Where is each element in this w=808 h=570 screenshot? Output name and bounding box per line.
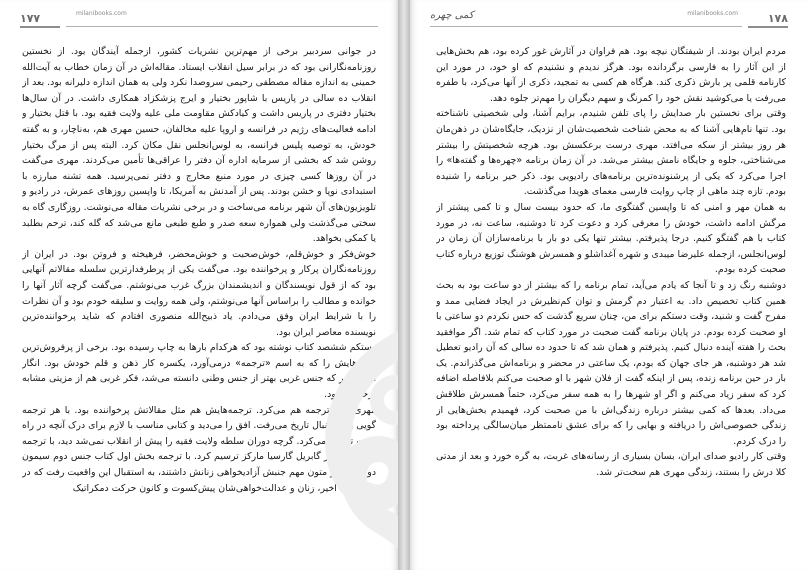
site-url: milanibooks.com	[76, 10, 127, 17]
site-url: milanibooks.com	[687, 10, 738, 17]
paragraph: مهری البته ترجمه هم می‌کرد. ترجمه‌هایش هم مثل مقالاتش پرخواننده بود. با هر ترجمه گویی به استقبال تاریخ می‌رفت. افق را می‌دید و کتابی مناسب با لازم برای درک آنچه در راه است ترجمه می‌کرد. گرچه دوران سلطه ولایت فقیه را پیش از انقلاب نمی‌شد دید، با ترجمه پاییز پدرسالار گابریل گارسیا مارکز ترسیم کرد. با ترجمه بخش اول کتاب جنس دوم سیمون دوبوار که از متون مهم جنبش آزادیخواهی زنانش داشتند، به استقبال این واقعیت رفت که در سی سال اخیر، زنان و عدالت‌خواهی‌شان پیش‌کسوت و کانون حرکت دمکراتیک	[22, 404, 376, 494]
paragraph: دستکم ششصد کتاب نوشته بود که هرکدام بارها به چاپ رسیده بود. برخی از پرفروش‌ترین کتاب‌هایش را که به اسم «ترجمه» درمی‌آورد، یکسره کار ذهن و قلم خودش بود. انگار همان‌طور که جنس غربی بهتر از جنس وطنی دانسته می‌شد، فکر غربی هم از مزیتی مشابه برخوردار بود.	[22, 342, 376, 401]
paragraph: وقتی کار رادیو صدای ایران، بسان بسیاری از رسانه‌های غربت، به گره خورد و بعد از مدتی کلا درش را بستند، زندگی مهری هم سخت‌تر شد.	[436, 451, 786, 479]
header-rule	[66, 26, 378, 27]
paragraph: در جوانی سردبیر برخی از مهم‌ترین نشریات کشور، ازجمله آیندگان بود. از نخستین روزنامه‌نگارانی بود که در برابر سیل انقلاب ایستاد. مقاله‌اش در آن زمان خطاب به آیت‌الله خمینی به اندازه مقاله مصطفی رحیمی سروصدا نکرد ولی به همان اندازه دلیرانه بود. بعد از انقلاب ده سالی در پاریس با شاپور بختیار و ایرج پزشکزاد همکاری داشت. در آن سال‌ها بختیار دفتری در پاریس داشت و کیادکش مقاومت ملی علیه ولایت فقیه بود. با قتل بختیار و ادامه فعالیت‌های رژیم در فرانسه و اروپا علیه مخالفان، حسین مهری هم، به‌ناچار، و به گفته خودش، به توصیه پلیس فرانسه، به لوس‌انجلس نقل مکان کرد. البته پس از مرگ بختیار روشن شد که بخشی از سرمایه اداره آن دفتر را عراقی‌ها تأمین می‌کردند. مهری می‌گفت در آن روزها کسی چیزی در مورد منبع مخارج و دفتر نمی‌پرسید. همه تشنه مبارزه با استبدادی نوپا و خشن بودند. پس از آمدنش به آمریکا، تا واپسین روزهای عمرش، در رادیو و تلویزیون‌های آن شهر برنامه می‌ساخت و در برخی نشریات مقاله می‌نوشت. روزگاری گاه به سختی می‌گذشت ولی همواره سعه صدر و طبع طبعی مانع می‌شد که گله کند، ترحم بطلبد یا کمکی بخواهد.	[22, 46, 376, 245]
right-page-header	[430, 8, 788, 30]
page-number-rule	[748, 26, 788, 28]
page-number: ۱۷۸	[767, 12, 788, 25]
left-page-body	[22, 44, 376, 560]
paragraph: به همان مهر و امنی که تا واپسین گفتگوی ما، که حدود بیست سال و تا کمی پیشتر از مرگش ادامه داشت، خودش را معرفی کرد و دعوت کرد تا دوشنبه، ساعت نه، در مورد کتاب با هم گفتگو کنیم. درجا پذیرفتم. بیشتر تنها یکی دو بار با برنامه‌سازان آن زمان در لوس‌انجلس، ازجمله علیرضا میبدی و شهره آغداشلو و همسرش هوشنگ توزیع درباره کتاب صحبت کرده بودم.	[436, 201, 786, 276]
paragraph: وقتی برای نخستین بار صدایش را پای تلفن شنیدم، برایم آشنا، ولی شخصیتی ناشناخته بود. تنها نام‌هایی آشنا که به محض شناخت شخصیت‌شان از نزدیک، جایگاه‌شان در ذهن‌مان هر روز بیشتر از سکه می‌افتد. مهری درست برعکسش بود. هرچه شخصیتش را بیشتر می‌شناختی، جلوه و جایگاه نامش بیشتر می‌شد. در آن زمان برنامه «چهره‌ها و گفته‌ها» را اجرا می‌کرد که یکی از پرشنونده‌ترین برنامه‌های رادیویی بود. ذکر خیر برنامه را شنیده بودم. تازه چند ماهی از چاپ روایت فارسی معمای هویدا می‌گذشت.	[436, 108, 786, 198]
left-page-header	[20, 8, 378, 30]
page-number: ۱۷۷	[20, 12, 41, 25]
paragraph: خوش‌فکر و خوش‌قلم، خوش‌صحبت و خوش‌محضر، فرهیخته و فروتن بود. در ایران از روزنامه‌نگاران پرکار و پرخواننده بود. می‌گفت یکی از پرطرفدارترین سلسله مقالاتم آنهایی بود که از قول نویسندگان و اندیشمندان بزرگ غرب می‌نوشتم. می‌گفت گرچه آثار آنها را خوانده و مطالب را براساس آنها می‌نوشتم، ولی همه روایت و سلیقه خودم بود و آن نظرات را با شرایط ایران وفق می‌دادم. یاد ذبیح‌الله منصوری افتادم که شاید پرخواننده‌ترین نویسنده معاصر ایران بود.	[22, 248, 376, 338]
right-page-body	[436, 44, 786, 560]
paragraph: دوشنبه رنگ زد و تا آنجا که یادم می‌آید، تمام برنامه را که بیشتر از دو ساعت بود به بحث همین کتاب تخصیص داد. به اعتبار دم گرمش و توان کم‌نظیرش در ایجاد فضایی ممد و مفرح گفت و شنید، وقت دستکم برای من، چنان سریع گذشت که حس نکردم دو ساعتی با او صحبت کرده بودم. در پایان برنامه گفت صحبت در مورد کتاب که تمام شد. اگر موافقید بحث را هفته آینده دنبال کنیم. پذیرفتم و همان شد که تا حدود ده سالی که آن رادیو تعطیل شد هر دوشنبه، هر جای جهان که بودم، یک ساعتی در محضر و برنامه‌اش می‌گذراندم. یک بار در حین برنامه زنده، پس از اینکه گفت از فلان شهر با او صحبت می‌کنم بلافاصله اضافه کرد که سفر زیاد می‌کنم و اگر او شهرها را به همه سفر می‌کرد، حتماً همسرش طلاقش می‌داد. بعدها که کمی بیشتر درباره زندگی‌اش با من صحبت کرد، فهمیدم بخش‌هایی از زندگی خصوصی‌اش را دریافته و بهایی را که برای عشق ناممتظر میان‌سالگی پرداخته بود را درک کردم.	[436, 279, 786, 447]
paragraph: مردم ایران بودند. از شیفتگان نیچه بود. هم فراوان در آثارش غور کرده بود، هم بخش‌هایی از این آثار را به فارسی برگردانده بود. هرگز ندیدم و نشنیدم که او خود، در مورد این کارنامه قلمی پر بارش ذکری کند. هرگاه هم کسی به تمجید، ذکری از آنها می‌کرد، با طفره می‌رفت یا می‌کوشید نقش خود را کمرنگ و سهم دیگران را مهم‌تر جلوه دهد.	[436, 46, 786, 104]
running-title: کمی چهره	[430, 10, 474, 21]
page-number-rule	[20, 26, 60, 28]
right-page	[410, 0, 808, 570]
left-page	[0, 0, 398, 570]
book-gutter	[398, 0, 410, 570]
header-rule	[430, 26, 742, 27]
